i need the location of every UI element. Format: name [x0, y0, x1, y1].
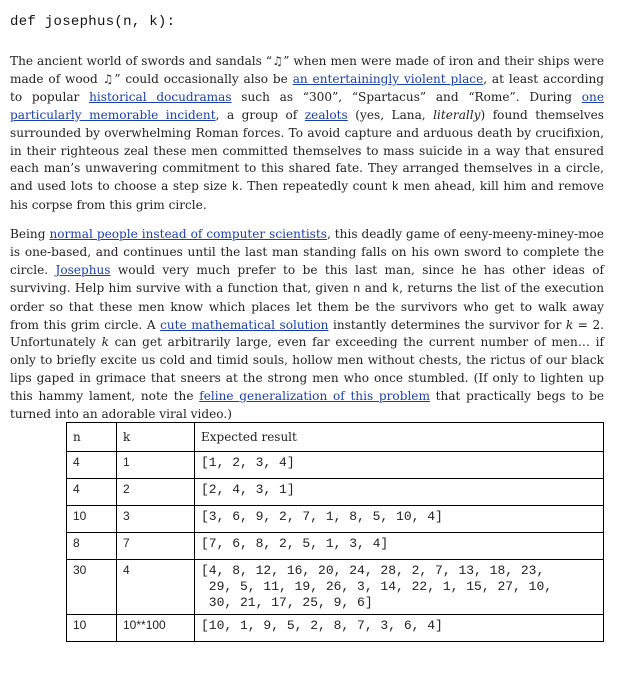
text: that practically begs to be turned into an adorable viral video.): [10, 389, 604, 422]
cell-result: [2, 4, 3, 1]: [195, 479, 604, 506]
header-k: k: [117, 423, 195, 452]
test-cases-table: [66, 422, 604, 642]
emphasis: literally: [433, 107, 481, 122]
cell-k: 2: [117, 479, 195, 506]
text: and: [360, 280, 392, 295]
table-row: [67, 533, 604, 560]
text: can get arbitrarily large, even far exceeding the current number of men… if only to briefly excite us cold and timid souls, hollow men without chests, the rictus of our black lips gaped in grimace that sneers at the strong men who once stumbled. (If only to lighten up this hammy lament, note the: [10, 335, 604, 404]
cell-n: 4: [67, 452, 117, 479]
cell-k: 1: [117, 452, 195, 479]
text: (yes, Lana,: [347, 107, 434, 122]
text: , at least according to popular: [10, 71, 604, 104]
text: ” when men were made of iron and their ships were made of wood: [10, 54, 604, 86]
cell-n: 30: [67, 560, 117, 615]
text: such as “300”, “Spartacus” and “Rome”. During: [231, 89, 582, 104]
text: The ancient world of swords and sandals “: [10, 54, 273, 68]
cell-k: 4: [117, 560, 195, 615]
cell-k: 10**100: [117, 615, 195, 642]
table-row: [67, 615, 604, 642]
link-feline-generalization[interactable]: feline generalization of this problem: [199, 389, 430, 404]
text: instantly determines the survivor for: [328, 317, 566, 332]
table-row: [67, 506, 604, 533]
cell-n: 10: [67, 615, 117, 642]
text: , a group of: [215, 107, 305, 122]
cell-k: 3: [117, 506, 195, 533]
cell-result: [10, 1, 9, 5, 2, 8, 7, 3, 6, 4]: [195, 615, 604, 642]
cell-result: [4, 8, 12, 16, 20, 24, 28, 2, 7, 13, 18, 23, 29, 5, 11, 19, 26, 3, 14, 22, 1, 15, 27, 10, 30, 21, 17, 25, 9, 6]: [195, 560, 604, 615]
text: ) found themselves surrounded by overwhelming Roman forces. To avoid capture and arduous death by crucifixion, in their righteous zeal these men committed themselves to mass suicide in a way that ensured each man’s unwavering commitment to this shared fate. They arranged themselves in a circle, and used lots to choose a step size: [10, 107, 604, 194]
link-memorable-incident[interactable]: one particularly memorable incident: [10, 89, 604, 122]
problem-paragraph: [10, 226, 604, 424]
code-k: k: [391, 281, 400, 296]
cell-result: [3, 6, 9, 2, 7, 1, 8, 5, 10, 4]: [195, 506, 604, 533]
cell-n: 8: [67, 533, 117, 560]
table-row: [67, 479, 604, 506]
table-header-row: [67, 423, 604, 452]
intro-paragraph: [10, 53, 604, 215]
emphasis-k: k: [565, 317, 574, 332]
link-violent-place[interactable]: an entertainingly violent place: [292, 71, 484, 86]
text: = 2. Unfortunately: [10, 317, 605, 350]
music-note-icon: ♫: [102, 71, 115, 86]
link-cute-mathematical-solution[interactable]: cute mathematical solution: [160, 317, 329, 332]
text: men ahead, kill him and remove his corpse from this grim circle.: [10, 179, 604, 213]
text: , this deadly game of eeny-meeny-miney-moe is one-based, and continues until the last man standing falls on his own sword to complete the circle.: [10, 227, 604, 277]
text: . Then repeatedly count: [238, 179, 392, 194]
cell-n: 4: [67, 479, 117, 506]
text: , returns the list of the execution order so that these men know which places let them be the survivors who get to walk away from this grim circle. A: [10, 280, 604, 332]
table-row: [67, 452, 604, 479]
cell-result: [1, 2, 3, 4]: [195, 452, 604, 479]
music-note-icon: ♫: [272, 54, 284, 68]
text: Being: [10, 227, 50, 241]
link-josephus[interactable]: Josephus: [55, 262, 111, 277]
text: would very much prefer to be this last man, since he has other ideas of surviving. Help him survive with a function that, given: [10, 262, 604, 295]
table-row: [67, 560, 604, 615]
link-historical-docudramas[interactable]: historical docudramas: [89, 89, 232, 104]
code-k: k: [231, 180, 239, 195]
link-normal-people[interactable]: normal people instead of computer scientists: [49, 227, 327, 241]
cell-result: [7, 6, 8, 2, 5, 1, 3, 4]: [195, 533, 604, 560]
cell-k: 7: [117, 533, 195, 560]
code-k: k: [391, 180, 399, 195]
emphasis-k: k: [101, 335, 109, 350]
link-zealots[interactable]: zealots: [304, 107, 348, 122]
text: ” could occasionally also be: [114, 71, 293, 86]
function-signature: def josephus(n, k):: [10, 14, 176, 30]
code-n: n: [353, 281, 361, 296]
cell-n: 10: [67, 506, 117, 533]
header-expected-result: Expected result: [195, 423, 604, 452]
header-n: n: [67, 423, 117, 452]
